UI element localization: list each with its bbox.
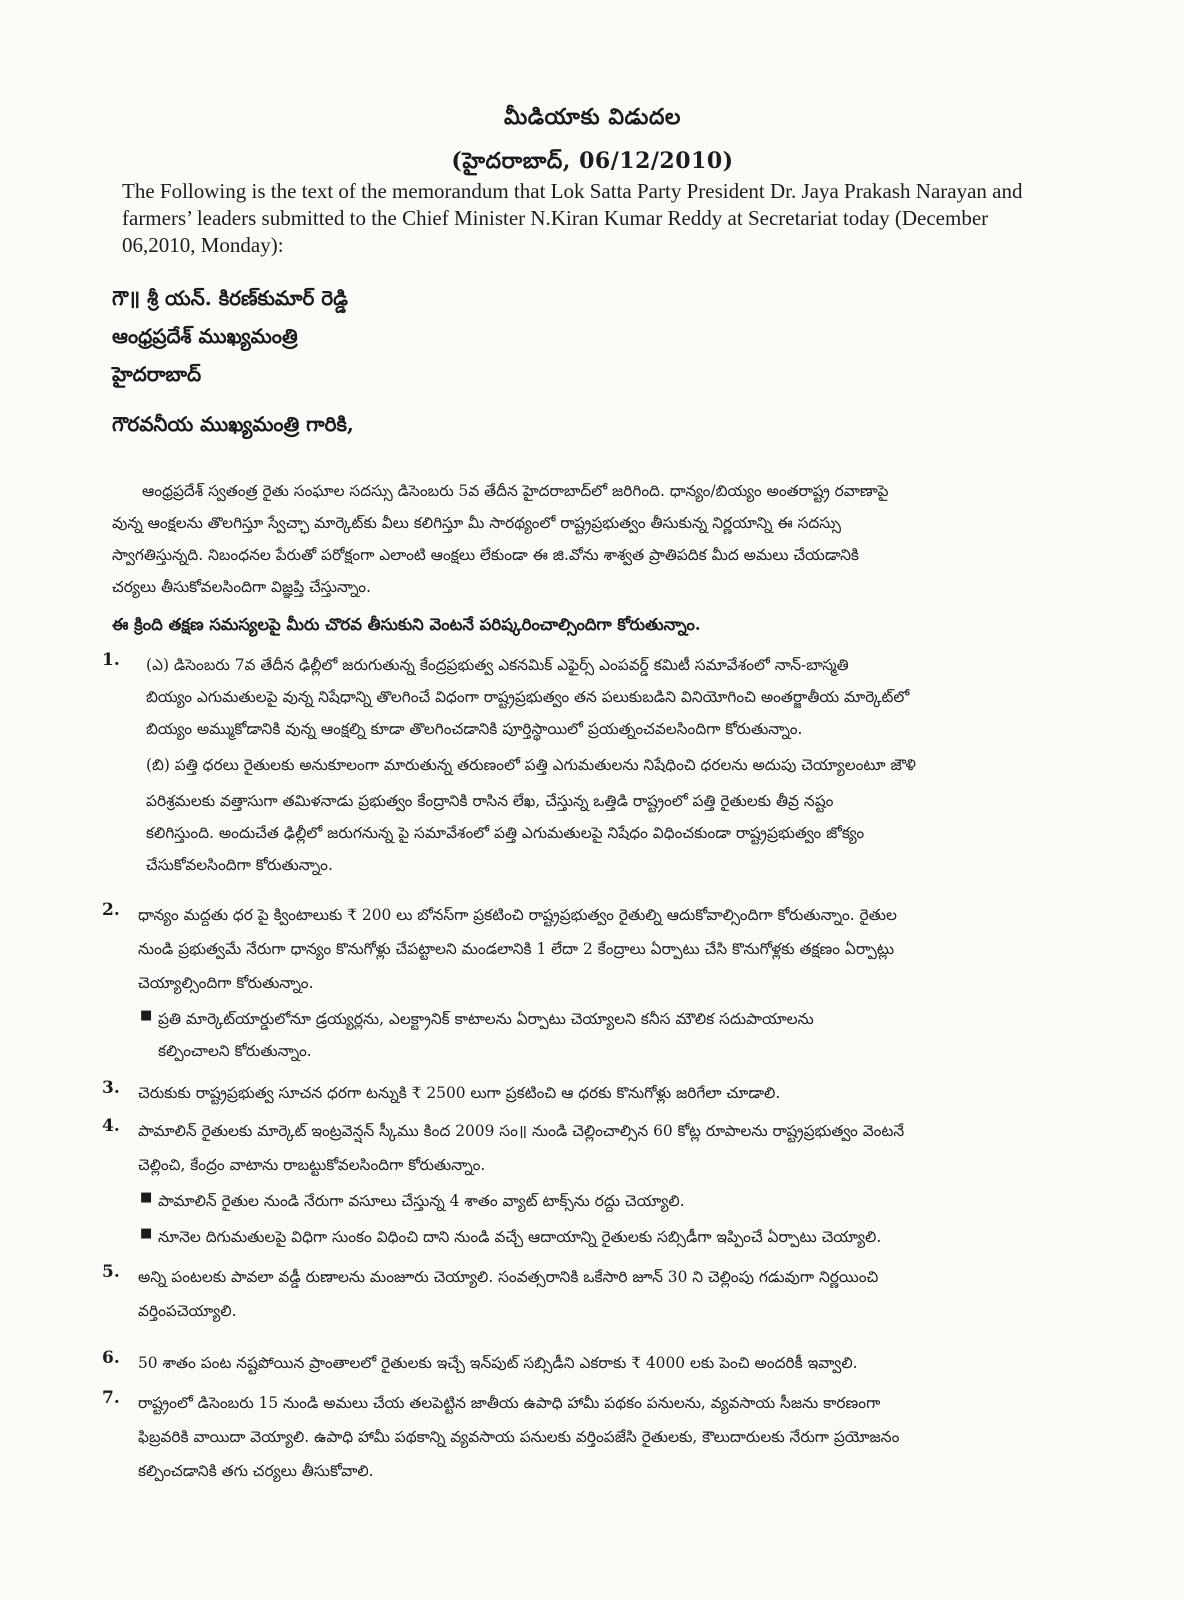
item-1-line: (ఎ) డిసెంబరు 7వ తేదీన ఢిల్లీలో జరుగుతున్న కేంద్రప్రభుత్వ ఎకనమిక్ ఎఫైర్స్ ఎంపవర్డ్ కమిటీ సమావేశంలో నాన్-బాస్మతి — [146, 656, 849, 674]
item-2-line: ధాన్యం మద్దతు ధర పై క్వింటాలుకు ₹ 200 లు బోనస్‌గా ప్రకటించి రాష్ట్రప్రభుత్వం రైతుల్ని ఆదుకోవాల్సిందిగా కోరుతున్నాం. రైతుల — [138, 906, 897, 924]
item-1-line: పరిశ్రమలకు వత్తాసుగా తమిళనాడు ప్రభుత్వం కేంద్రానికి రాసిన లేఖ, చేస్తున్న ఒత్తిడి రాష్ట్రంలో పత్తి రైతులకు తీవ్ర నష్టం — [146, 792, 834, 810]
item-4-line: పామాలిన్ రైతులకు మార్కెట్ ఇంట్రవెన్షన్ స్కీము కింద 2009 సం॥ నుండి చెల్లించాల్సిన 60 కోట్ల రూపాలను రాష్ట్రప్రభుత్వం వెంటనే — [138, 1122, 905, 1140]
item-5-line: వర్తింపచెయ్యాలి. — [138, 1302, 237, 1320]
request-heading: ఈ క్రింది తక్షణ సమస్యలపై మీరు చొరవ తీసుకుని వెంటనే పరిష్కరించాల్సిందిగా కోరుతున్నాం. — [112, 615, 701, 634]
paragraph-line: చర్యలు తీసుకోవలసిందిగా విజ్ఞప్తి చేస్తున్నాం. — [112, 578, 372, 596]
heading: మీడియాకు విడుదల — [504, 104, 681, 130]
address-line-city: హైదరాబాద్ — [112, 362, 202, 386]
paragraph-line: ఆంధ్రప్రదేశ్ స్వతంత్ర రైతు సంఘాల సదస్సు డిసెంబరు 5వ తేదీన హైదరాబాద్‌లో జరిగింది. ధాన్యం/బియ్యం అంతరాష్ట్ర రవాణాపై — [142, 482, 889, 500]
item-number: 5. — [102, 1262, 120, 1282]
paragraph-line: స్వాగతిస్తున్నది. నిబంధనల పేరుతో పరోక్షంగా ఎలాంటి ఆంక్షలు లేకుండా ఈ జి.వోను శాశ్వత ప్రాతిపదిక మీద అమలు చేయడానికి — [112, 546, 859, 564]
item-4-bullet-line: నూనెల దిగుమతులపై విధిగా సుంకం విధించి దాని నుండి వచ్చే ఆదాయాన్ని రైతులకు సబ్సిడీగా ఇప్పించే ఏర్పాటు చెయ్యాలి. — [158, 1228, 882, 1246]
item-number: 4. — [102, 1116, 120, 1136]
item-7-line: కల్పించడానికి తగు చర్యలు తీసుకోవాలి. — [138, 1462, 374, 1480]
item-1-line: కలిగిస్తుంది. అందుచేత ఢిల్లీలో జరుగనున్న పై సమావేశంలో పత్తి ఎగుమతులపై నిషేధం విధించకుండా రాష్ట్రప్రభుత్వం జోక్యం — [146, 824, 865, 842]
item-2-line: చెయ్యాల్సిందిగా కోరుతున్నాం. — [138, 974, 314, 992]
item-6-line: 50 శాతం పంట నష్టపోయిన ప్రాంతాలలో రైతులకు ఇచ్చే ఇన్‌పుట్ సబ్సిడీని ఎకరాకు ₹ 4000 లకు పెంచి అందరికీ ఇవ్వాలి. — [138, 1354, 858, 1372]
item-7-line: ఫిబ్రవరికి వాయిదా వెయ్యాలి. ఉపాధి హామీ పథకాన్ని వ్యవసాయ పనులకు వర్తింపజేసి రైతులకు, కౌలుదారులకు నేరుగా ప్రయోజనం — [138, 1428, 900, 1446]
item-number: 2. — [102, 900, 120, 920]
item-5-line: అన్ని పంటలకు పావలా వడ్డీ రుణాలను మంజూరు చెయ్యాలి. సంవత్సరానికి ఒకేసారి జూన్ 30 ని చెల్లింపు గడువుగా నిర్ణయించి — [138, 1268, 879, 1286]
bullet-icon: ■ — [140, 1226, 153, 1241]
address-line-title: ఆంధ్రప్రదేశ్ ముఖ్యమంత్రి — [112, 324, 298, 348]
item-1-line: బియ్యం ఎగుమతులపై వున్న నిషేధాన్ని తొలగించే విధంగా రాష్ట్రప్రభుత్వం తన పలుకుబడిని వినియోగించి అంతర్జాతీయ మార్కెట్‌లో — [146, 688, 910, 706]
salutation: గౌరవనీయ ముఖ్యమంత్రి గారికి, — [112, 412, 354, 436]
item-2-bullet-line: ప్రతి మార్కెట్‌యార్డులోనూ డ్రయ్యర్లను, ఎలక్ట్రానిక్ కాటాలను ఏర్పాటు చెయ్యాలని కనీస మౌలిక సదుపాయాలను — [158, 1010, 814, 1028]
item-3-line: చెరుకుకు రాష్ట్రప్రభుత్వ సూచన ధరగా టన్నుకి ₹ 2500 లుగా ప్రకటించి ఆ ధరకు కొనుగోళ్లు జరిగేలా చూడాలి. — [138, 1084, 781, 1102]
item-2-bullet-line: కల్పించాలని కోరుతున్నాం. — [158, 1042, 312, 1060]
bullet-icon: ■ — [140, 1190, 153, 1205]
bullet-icon: ■ — [140, 1008, 153, 1023]
item-2-line: నుండి ప్రభుత్వమే నేరుగా ధాన్యం కొనుగోళ్లు చేపట్టాలని మండలానికి 1 లేదా 2 కేంద్రాలు ఏర్పాటు చేసి కొనుగోళ్లకు తక్షణం ఏర్పాట్లు — [138, 940, 895, 958]
item-1-line: (బి) పత్తి ధరలు రైతులకు అనుకూలంగా మారుతున్న తరుణంలో పత్తి ఎగుమతులను నిషేధించి ధరలను అదుపు చెయ్యాలంటూ జౌళి — [146, 756, 916, 774]
item-number: 6. — [102, 1348, 120, 1368]
address-line-name: గౌ॥ శ్రీ యన్. కిరణ్‌కుమార్ రెడ్డి — [112, 286, 348, 310]
item-number: 1. — [102, 650, 120, 670]
item-number: 3. — [102, 1078, 120, 1098]
item-4-bullet-line: పామాలిన్ రైతుల నుండి నేరుగా వసూలు చేస్తున్న 4 శాతం వ్యాట్ టాక్స్‌ను రద్దు చెయ్యాలి. — [158, 1192, 685, 1210]
item-7-line: రాష్ట్రంలో డిసెంబరు 15 నుండి అమలు చేయ తలపెట్టిన జాతీయ ఉపాధి హామీ పథకం పనులను, వ్యవసాయ సీజను కారణంగా — [138, 1394, 881, 1412]
intro-text: The Following is the text of the memorandum that Lok Satta Party President Dr. Jaya Prakash Narayan and farmers’ leaders submitted to the Chief Minister N.Kiran Kumar Reddy at Secretariat today (December 06,2010, Monday): — [122, 179, 1023, 257]
item-number: 7. — [102, 1388, 120, 1408]
item-1-line: చేసుకోవలసిందిగా కోరుతున్నాం. — [146, 856, 333, 874]
paragraph-line: వున్న ఆంక్షలను తొలగిస్తూ స్వేచ్ఛా మార్కెట్‌కు వీలు కలిగిస్తూ మీ సారథ్యంలో రాష్ట్రప్రభుత్వం తీసుకున్న నిర్ణయాన్ని ఈ సదస్సు — [112, 514, 841, 532]
item-1-line: బియ్యం అమ్ముకోడానికి వున్న ఆంక్షల్ని కూడా తొలగించడానికి పూర్తిస్థాయిలో ప్రయత్నంచవలసిందిగా కోరుతున్నాం. — [146, 720, 803, 738]
item-4-line: చెల్లించి, కేంద్రం వాటాను రాబట్టుకోవలసిందిగా కోరుతున్నాం. — [138, 1156, 486, 1174]
subheading: (హైదరాబాద్, 06/12/2010) — [451, 148, 734, 174]
